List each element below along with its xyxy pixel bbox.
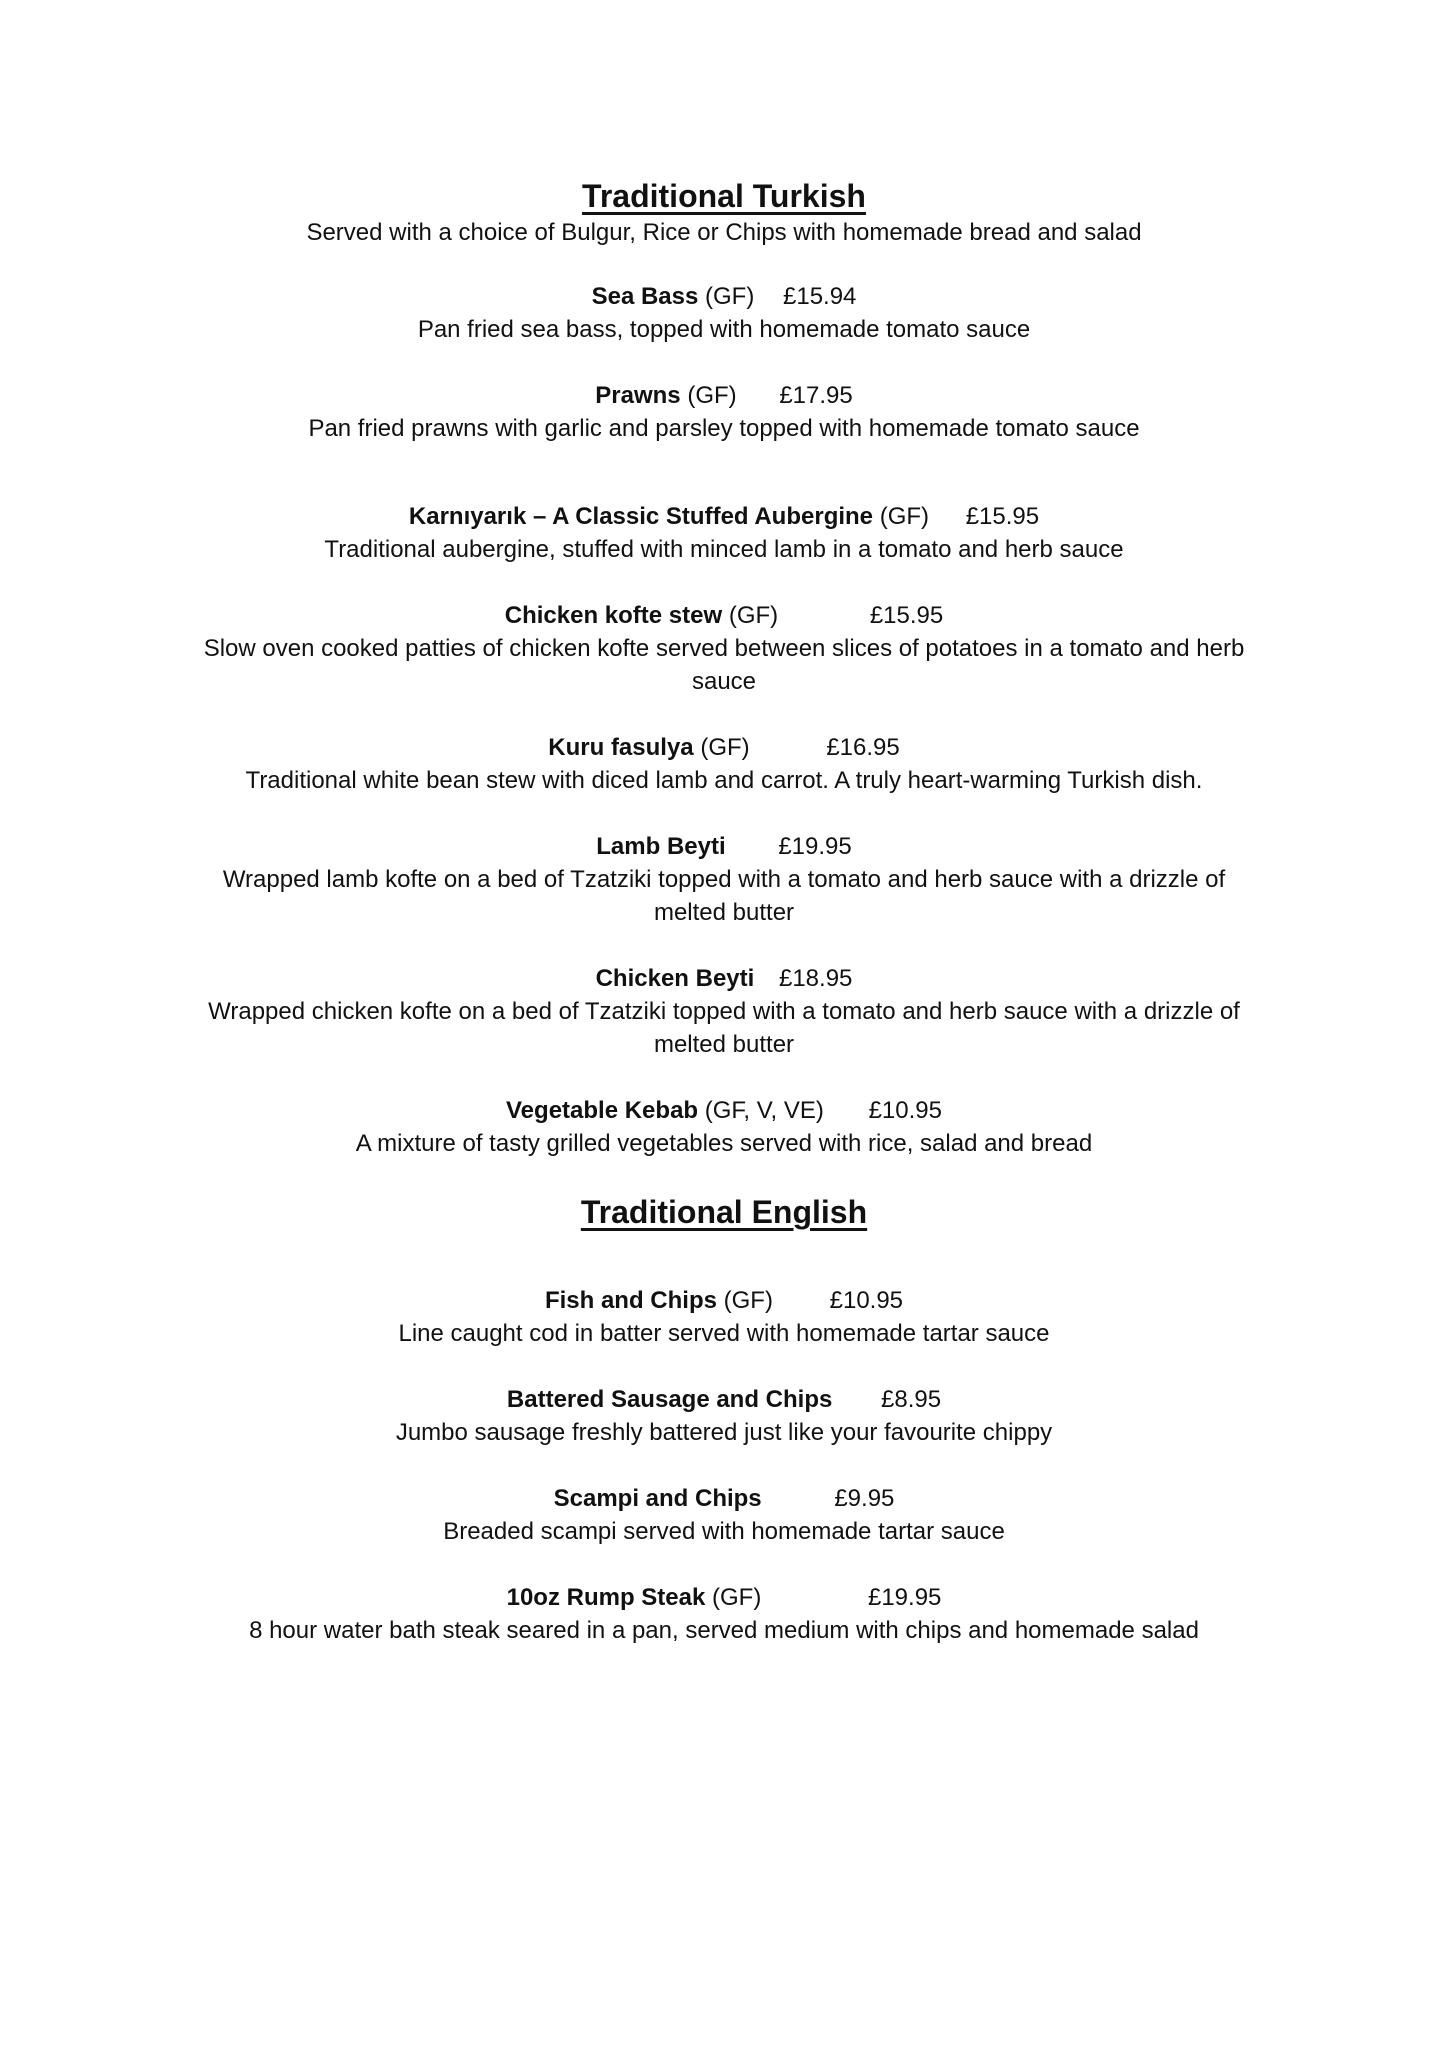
menu-item-header [0,1094,1448,1127]
menu-item-tags: (GF) [705,283,755,310]
menu-item-header [0,500,1448,533]
menu-item [0,280,1448,346]
menu-item-tags: (GF) [728,602,779,629]
menu-item-header [0,1581,1448,1614]
menu-item-header [0,830,1448,863]
menu-item [0,1581,1448,1647]
menu-item-header [0,1284,1448,1317]
menu-item-description: Slow oven cooked patties of chicken kofte served between slices of potatoes in a tomato and herb sauce [203,635,1245,695]
menu-item-price: £17.95 [779,382,853,409]
menu-item-tags: (GF) [879,503,930,530]
menu-item-price: £16.95 [826,734,900,761]
menu-item-name: Lamb Beyti [596,833,726,860]
menu-item [0,1482,1448,1548]
menu-item-price: £9.95 [834,1485,895,1512]
menu-item-price: £18.95 [778,965,853,992]
menu-item-header [0,280,1448,313]
menu-item-price: £19.95 [867,1584,942,1611]
menu-item-tags: (GF) [712,1584,762,1611]
menu-item-name: Karnıyarık – A Classic Stuffed Aubergine [408,503,874,530]
menu-item-name: Sea Bass [591,283,699,310]
menu-item [0,1383,1448,1449]
section-title: Traditional English [580,1194,868,1230]
menu-item-name: Vegetable Kebab [506,1097,699,1124]
menu-item [0,962,1448,1061]
menu-item-header [0,379,1448,412]
menu-item-tags: (GF) [687,382,737,409]
menu-item-name: Chicken Beyti [595,965,755,992]
menu-item-name: Prawns [595,382,681,409]
menu [0,176,1448,1647]
menu-item-description: Pan fried prawns with garlic and parsley topped with homemade tomato sauce [308,415,1140,442]
menu-item-description: Pan fried sea bass, topped with homemade tomato sauce [417,316,1031,343]
menu-item-description: Traditional aubergine, stuffed with minced lamb in a tomato and herb sauce [324,536,1124,563]
menu-item-name: Fish and Chips [544,1287,717,1314]
menu-item-tags: (GF, V, VE) [704,1097,824,1124]
section-title: Traditional Turkish [582,178,866,214]
menu-item-description: Breaded scampi served with homemade tartar sauce [443,1518,1005,1545]
menu-item [0,830,1448,929]
menu-item-price: £8.95 [881,1386,942,1413]
menu-item-name: Battered Sausage and Chips [506,1386,833,1413]
menu-item-price: £19.95 [778,833,852,860]
menu-item-tags: (GF) [723,1287,773,1314]
menu-item-description: Wrapped lamb kofte on a bed of Tzatziki topped with a tomato and herb sauce with a drizzle of melted butter [222,866,1226,926]
menu-item-price: £15.94 [783,283,857,310]
menu-item-name: Chicken kofte stew [504,602,723,629]
menu-item-price: £15.95 [869,602,944,629]
section-subtitle: Served with a choice of Bulgur, Rice or Chips with homemade bread and salad [306,219,1142,246]
menu-item [0,379,1448,445]
section-traditional-turkish [0,176,1448,1160]
menu-item-header [0,731,1448,764]
menu-item-header [0,1383,1448,1416]
menu-item-name: Kuru fasulya [548,734,694,761]
menu-item-price: £10.95 [829,1287,904,1314]
menu-item [0,1284,1448,1350]
menu-item-header [0,962,1448,995]
menu-item-name: 10oz Rump Steak [506,1584,706,1611]
menu-item [0,1094,1448,1160]
menu-item [0,599,1448,698]
menu-item-header [0,599,1448,632]
menu-item-description: A mixture of tasty grilled vegetables served with rice, salad and bread [355,1130,1093,1157]
menu-item-name: Scampi and Chips [553,1485,762,1512]
menu-item-tags: (GF) [700,734,750,761]
menu-item-description: Jumbo sausage freshly battered just like your favourite chippy [395,1419,1053,1446]
menu-item-header [0,1482,1448,1515]
menu-item-description: Line caught cod in batter served with homemade tartar sauce [398,1320,1050,1347]
menu-item-description: 8 hour water bath steak seared in a pan, served medium with chips and homemade salad [249,1617,1199,1644]
menu-item-price: £15.95 [965,503,1040,530]
menu-item [0,500,1448,566]
menu-item [0,731,1448,797]
menu-item-description: Traditional white bean stew with diced lamb and carrot. A truly heart-warming Turkish dish. [245,767,1203,794]
section-traditional-english [0,1192,1448,1647]
menu-item-description: Wrapped chicken kofte on a bed of Tzatziki topped with a tomato and herb sauce with a drizzle of melted butter [208,998,1240,1058]
menu-item-price: £10.95 [868,1097,942,1124]
